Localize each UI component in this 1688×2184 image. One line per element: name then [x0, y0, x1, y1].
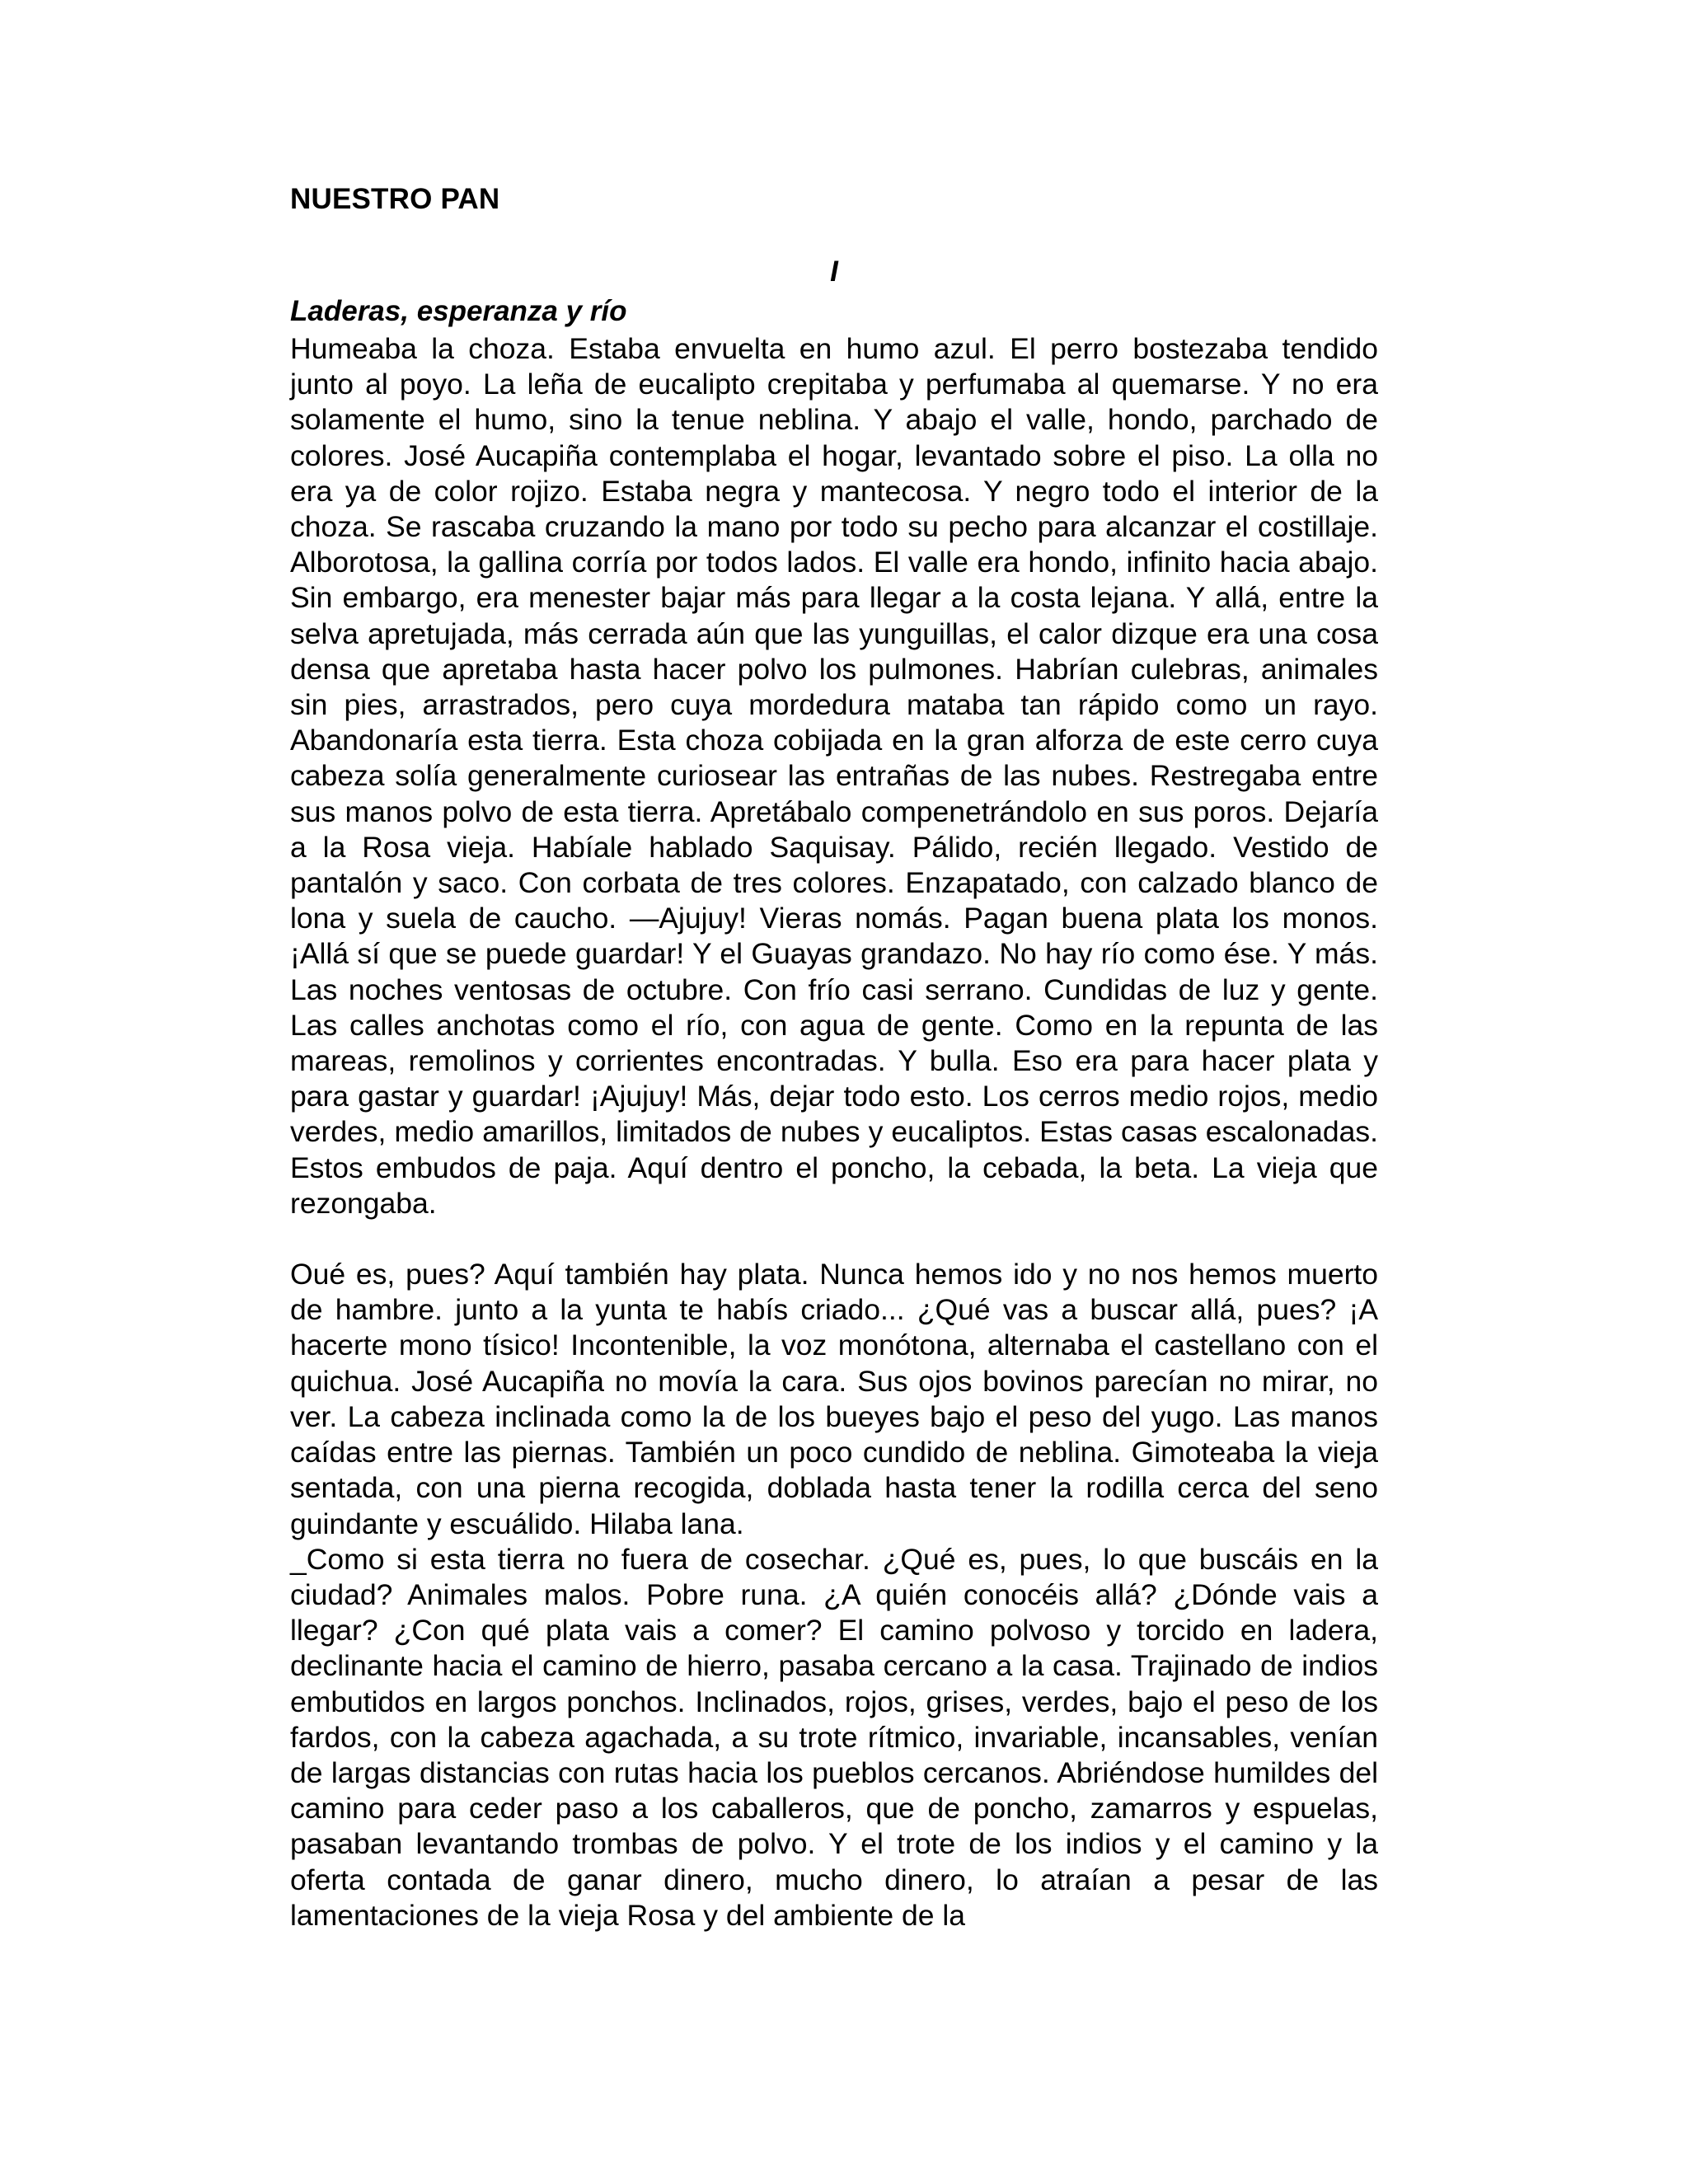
chapter-number: I: [830, 255, 838, 288]
chapter-subtitle: Laderas, esperanza y río: [290, 295, 627, 327]
paragraph-1: Humeaba la choza. Estaba envuelta en humo azul. El perro bostezaba tendido junto al poyo. La leña de eucalipto crepitaba y perfumaba al quemarse. Y no era solamente el humo, sino la tenue neblina. Y abajo el valle, hondo, parchado de colores. José Aucapiña contemplaba el hogar, levantado sobre el piso. La olla no era ya de color rojizo. Estaba negra y mantecosa. Y negro todo el interior de la choza. Se rascaba cruzando la mano por todo su pecho para alcanzar el costillaje. Alborotosa, la gallina corría por todos lados. El valle era hondo, infinito hacia abajo. Sin embargo, era menester bajar más para llegar a la costa lejana. Y allá, entre la selva apretujada, más cerrada aún que las yunguillas, el calor dizque era una cosa densa que apretaba hasta hacer polvo los pulmones. Habrían culebras, animales sin pies, arrastrados, pero cuya mordedura mataba tan rápido como un rayo. Abandonaría esta tierra. Esta choza cobijada en la gran alforza de este cerro cuya cabeza solía generalmente curiosear las entrañas de las nubes. Restregaba entre sus manos polvo de esta tierra. Apretábalo compenetrándolo en sus poros. Dejaría a la Rosa vieja. Habíale hablado Saquisay. Pálido, recién llegado. Vestido de pantalón y saco. Con corbata de tres colores. Enzapatado, con calzado blanco de lona y suela de caucho. —Ajujuy! Vieras nomás. Pagan buena plata los monos. ¡Allá sí que se puede guardar! Y el Guayas grandazo. No hay río como ése. Y más. Las noches ventosas de octubre. Con frío casi serrano. Cundidas de luz y gente. Las calles anchotas como el río, con agua de gente. Como en la repunta de las mareas, remolinos y corrientes encontradas. Y bulla. Eso era para hacer plata y para gastar y guardar! ¡Ajujuy! Más, dejar todo esto. Los cerros medio rojos, medio verdes, medio amarillos, limitados de nubes y eucaliptos. Estas casas escalonadas. Estos embudos de paja. Aquí dentro el poncho, la cebada, la beta. La vieja que rezongaba.: [290, 332, 1378, 1220]
paragraph-3: _Como si esta tierra no fuera de cosechar. ¿Qué es, pues, lo que buscáis en la ciudad? Animales malos. Pobre runa. ¿A quién conocéis allá? ¿Dónde vais a llegar? ¿Con qué plata vais a comer? El camino polvoso y torcido en ladera, declinante hacia el camino de hierro, pasaba cercano a la casa. Trajinado de indios embutidos en largos ponchos. Inclinados, rojos, grises, verdes, bajo el peso de los fardos, con la cabeza agachada, a su trote rítmico, invariable, incansables, venían de largas distancias con rutas hacia los pueblos cercanos. Abriéndose humildes del camino para ceder paso a los caballeros, que de poncho, zamarros y espuelas, pasaban levantando trombas de polvo. Y el trote de los indios y el camino y la oferta contada de ganar dinero, mucho dinero, lo atraían a pesar de las lamentaciones de la vieja Rosa y del ambiente de la: [290, 1542, 1378, 1932]
document-title: NUESTRO PAN: [290, 183, 500, 215]
paragraph-2: Oué es, pues? Aquí también hay plata. Nunca hemos ido y no nos hemos muerto de hambre. junto a la yunta te habís criado... ¿Qué vas a buscar allá, pues? ¡A hacerte mono tísico! Incontenible, la voz monótona, alternaba el castellano con el quichua. José Aucapiña no movía la cara. Sus ojos bovinos parecían no mirar, no ver. La cabeza inclinada como la de los bueyes bajo el peso del yugo. Las manos caídas entre las piernas. También un poco cundido de neblina. Gimoteaba la vieja sentada, con una pierna recogida, doblada hasta tener la rodilla cerca del seno guindante y escuálido. Hilaba lana.: [290, 1258, 1378, 1540]
document-page: [290, 180, 1378, 1933]
